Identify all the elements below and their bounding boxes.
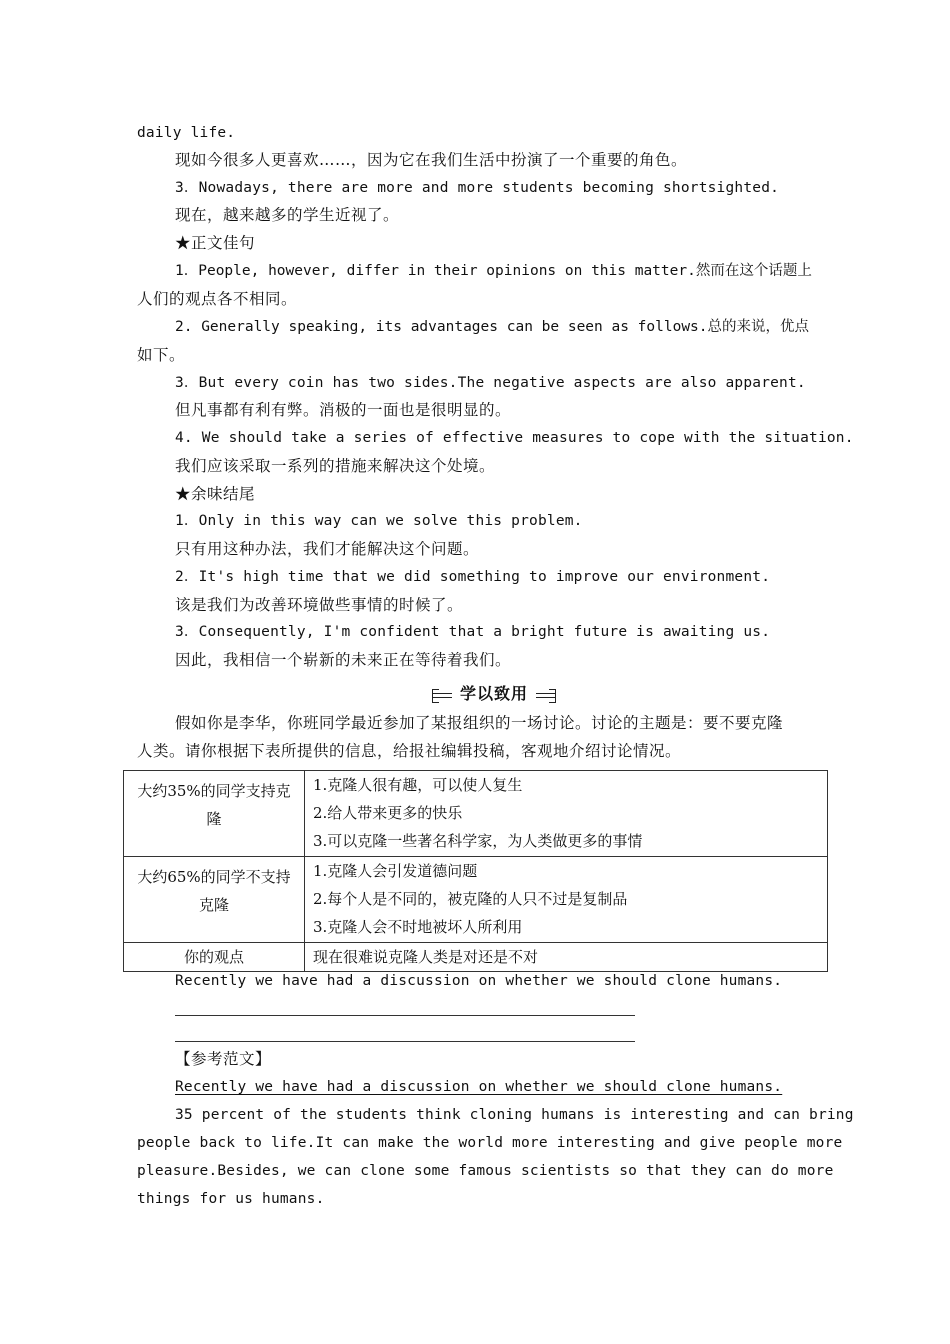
reference-heading: 【参考范文】	[175, 1050, 272, 1068]
list-item: 3.克隆人会不时地被坏人所利用	[313, 918, 523, 936]
reference-line: pleasure.Besides, we can clone some famous scientists so that they can do more	[137, 1163, 834, 1179]
table-row	[124, 771, 828, 857]
list-item: 2.每个人是不同的，被克隆的人只不过是复制品	[313, 890, 628, 908]
reference-line: 35 percent of the students think cloning humans is interesting and can bring	[175, 1107, 854, 1123]
task-line: 人类。请你根据下表所提供的信息，给报社编辑投稿，客观地介绍讨论情况。	[137, 742, 682, 760]
cell-text: 大约65%的同学不支持	[137, 868, 291, 886]
list-item: 1.克隆人很有趣，可以使人复生	[313, 776, 523, 794]
section-heading-banner	[432, 683, 556, 705]
table-cell-label	[124, 771, 305, 857]
list-item: 1.克隆人会引发道德问题	[313, 862, 478, 880]
banner-cap-right	[549, 689, 556, 703]
text-line: 3．Nowadays, there are more and more students becoming shortsighted.	[175, 180, 780, 196]
text-line: 4. We should take a series of effective measures to cope with the situation.	[175, 430, 854, 446]
cell-text: 你的观点	[183, 948, 244, 966]
table-cell-items	[305, 771, 828, 857]
table-row	[124, 857, 828, 943]
section-label: ★余味结尾	[175, 485, 256, 503]
text-line: 2．It's high time that we did something to improve our environment.	[175, 569, 771, 585]
cell-text: 大约35%的同学支持克	[137, 782, 291, 800]
list-item: 2.给人带来更多的快乐	[313, 804, 463, 822]
banner-cap-left	[432, 689, 439, 703]
text-line: 如下。	[137, 346, 186, 364]
text-line: 因此，我相信一个崭新的未来正在等待着我们。	[175, 651, 512, 669]
text-line: 2. Generally speaking, its advantages can be seen as follows.总的来说，优点	[175, 319, 810, 335]
reference-line: things for us humans.	[137, 1191, 325, 1207]
text-line: 1．People, however, differ in their opinions on this matter.然而在这个话题上	[175, 263, 812, 279]
reference-line: people back to life.It can make the world more interesting and give people more	[137, 1135, 843, 1151]
text-line: 3．Consequently, I'm confident that a bright future is awaiting us.	[175, 624, 771, 640]
text-line: 我们应该采取一系列的措施来解决这个处境。	[175, 457, 496, 475]
list-item: 3.可以克隆一些著名科学家，为人类做更多的事情	[313, 832, 643, 850]
text-line: daily life.	[137, 125, 236, 141]
table-cell-label	[124, 857, 305, 943]
text-line: 1．Only in this way can we solve this problem.	[175, 513, 583, 529]
section-heading: 学以致用	[452, 683, 536, 705]
section-label: ★正文佳句	[175, 234, 256, 252]
table-cell-items	[305, 857, 828, 943]
text-line: 3．But every coin has two sides.The negative aspects are also apparent.	[175, 375, 806, 391]
answer-line	[175, 1041, 635, 1042]
list-item: 现在很难说克隆人类是对还是不对	[313, 948, 539, 966]
cell-text: 隆	[206, 810, 222, 828]
cell-text: 克隆	[198, 896, 229, 914]
text-line: 现在，越来越多的学生近视了。	[175, 206, 400, 224]
task-line: 假如你是李华，你班同学最近参加了某报组织的一场讨论。讨论的主题是：要不要克隆	[175, 714, 784, 732]
answer-line	[175, 1015, 635, 1016]
table-row	[124, 943, 828, 972]
reference-first-line: Recently we have had a discussion on whether we should clone humans.	[175, 1079, 783, 1095]
text-line: 该是我们为改善环境做些事情的时候了。	[175, 596, 464, 614]
table-cell-items	[305, 943, 828, 972]
text-line: 现如今很多人更喜欢……，因为它在我们生活中扮演了一个重要的角色。	[175, 151, 688, 169]
text-line: 但凡事都有利有弊。消极的一面也是很明显的。	[175, 401, 512, 419]
info-table	[123, 770, 828, 972]
text-line: 只有用这种办法，我们才能解决这个问题。	[175, 540, 480, 558]
text-line: 人们的观点各不相同。	[137, 290, 298, 308]
prompt-start: Recently we have had a discussion on whether we should clone humans.	[175, 973, 783, 989]
table-cell-label	[124, 943, 305, 972]
